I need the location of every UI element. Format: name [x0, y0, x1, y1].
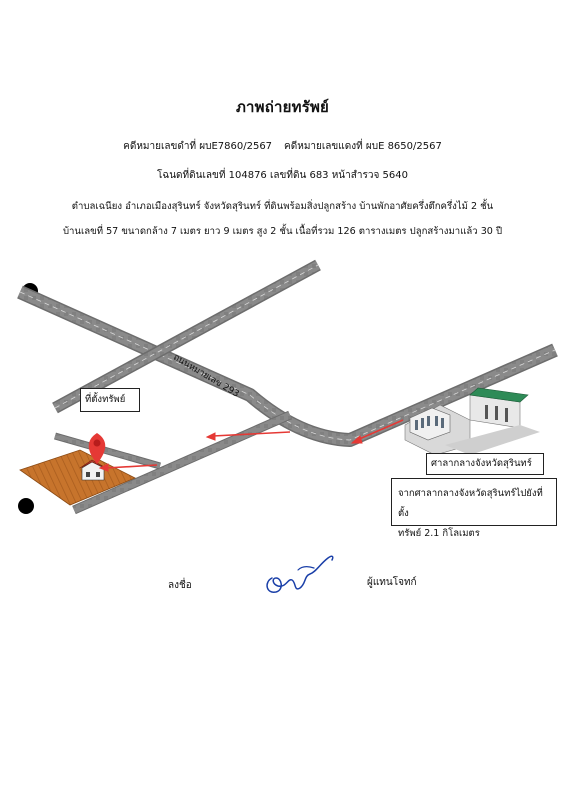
- distance-line-1: จากศาลากลางจังหวัดสุรินทร์ไปยังที่ตั้ง: [398, 488, 543, 519]
- deed-line: โฉนดที่ดินเลขที่ 104876 เลขที่ดิน 683 หน้าสำรวจ 5640: [157, 170, 408, 181]
- distance-line-2: ทรัพย์ 2.1 กิโลเมตร: [398, 528, 480, 539]
- location-line: ตำบลเฉนียง อำเภอเมืองสุรินทร์ จังหวัดสุรินทร์ ที่ดินพร้อมสิ่งปลูกสร้าง บ้านพักอาศัยครึ่งตึกครึ่งไม้ 2 ชั้น: [71, 201, 494, 212]
- house-line: บ้านเลขที่ 57 ขนาดกล้าง 7 เมตร ยาว 9 เมตร สูง 2 ชั้น เนื้อที่รวม 126 ตารางเมตร ปลูกสร้างมาแล้ว 30 ปี: [62, 226, 503, 237]
- signature-icon: [258, 548, 336, 598]
- cross-road: [55, 265, 318, 408]
- building-icon: [405, 388, 540, 455]
- road-label: ถนนหมายเลข 293: [171, 352, 241, 400]
- case-black-number: คดีหมายเลขดำที่ ผบE7860/2567: [123, 141, 273, 152]
- case-red-number: คดีหมายเลขแดงที่ ผบE 8650/2567: [284, 141, 442, 152]
- document-title: ภาพถ่ายทรัพย์: [235, 98, 330, 116]
- property-label: ที่ตั้งทรัพย์: [80, 388, 140, 412]
- hall-label: ศาลากลางจังหวัดสุรินทร์: [426, 453, 544, 475]
- land-plot: [20, 450, 135, 505]
- sign-role: ผู้แทนโจทก์: [367, 577, 417, 588]
- case-numbers: [0, 140, 565, 154]
- distance-note: [391, 478, 557, 539]
- sign-label: ลงชื่อ: [168, 580, 192, 591]
